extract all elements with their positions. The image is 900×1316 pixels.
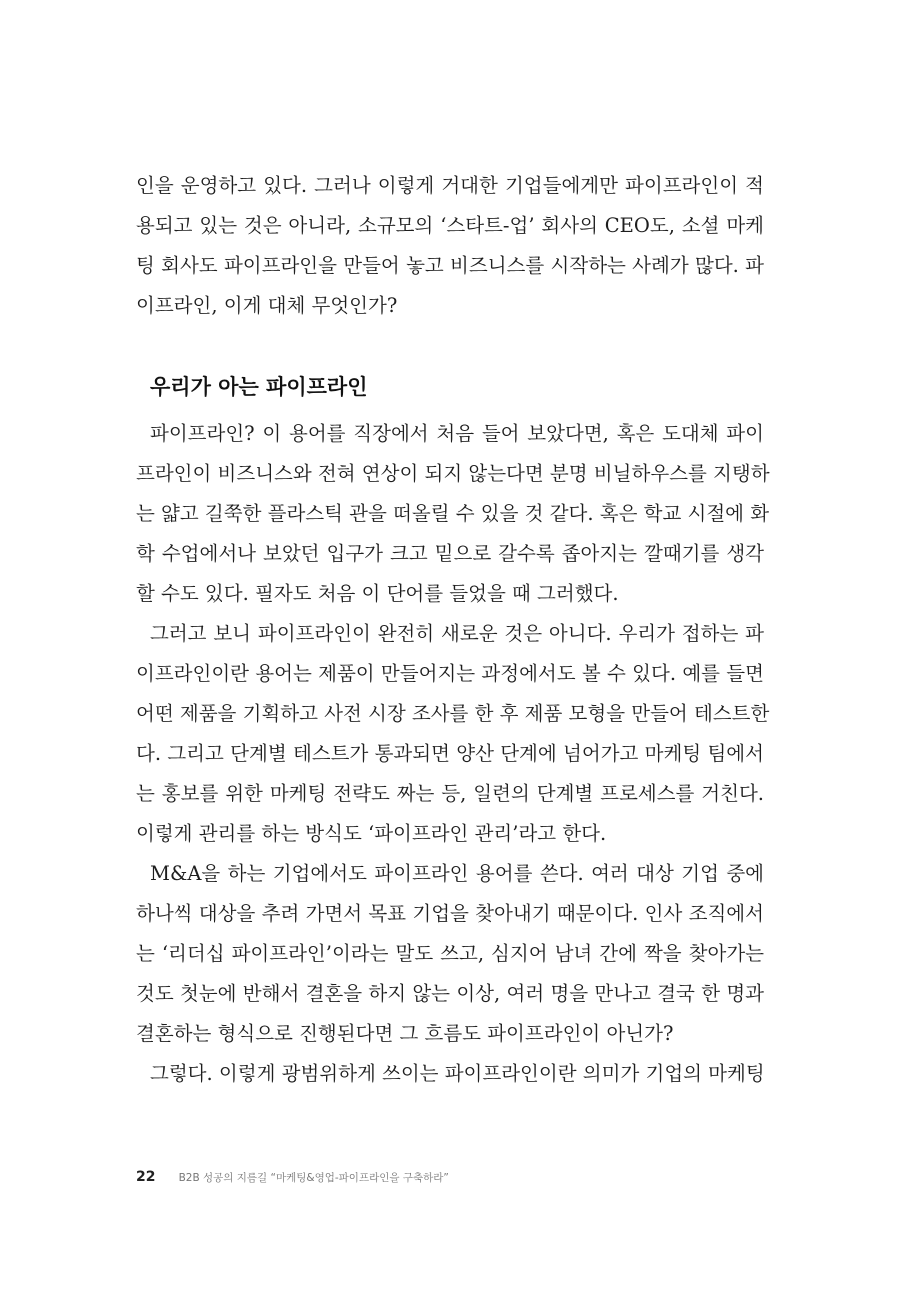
- section-body: [136, 414, 770, 1094]
- text-line: 이렇게 관리를 하는 방식도 ‘파이프라인 관리’라고 한다.: [136, 822, 607, 845]
- text-line: 프라인이 비즈니스와 전혀 연상이 되지 않는다면 분명 비닐하우스를 지탱하: [136, 462, 770, 485]
- text-line: M&A을 하는 기업에서도 파이프라인 용어를 쓴다. 여러 대상 기업 중에: [150, 862, 764, 885]
- text-line: 그러고 보니 파이프라인이 완전히 새로운 것은 아니다. 우리가 접하는 파: [150, 622, 764, 645]
- text-line: 결혼하는 형식으로 진행된다면 그 흐름도 파이프라인이 아닌가?: [136, 1022, 674, 1045]
- text-line: 인을 운영하고 있다. 그러나 이렇게 거대한 기업들에게만 파이프라인이 적: [136, 174, 764, 197]
- text-line: 학 수업에서나 보았던 입구가 크고 밑으로 갈수록 좁아지는 깔때기를 생각: [136, 542, 764, 565]
- text-line: 이프라인이란 용어는 제품이 만들어지는 과정에서도 볼 수 있다. 예를 들면: [136, 662, 764, 685]
- text-line: 것도 첫눈에 반해서 결혼을 하지 않는 이상, 여러 명을 만나고 결국 한 명과: [136, 982, 764, 1005]
- text-line: 는 홍보를 위한 마케팅 전략도 짜는 등, 일련의 단계별 프로세스를 거친다.: [136, 782, 764, 805]
- text-line: 다. 그리고 단계별 테스트가 통과되면 양산 단계에 넘어가고 마케팅 팀에서: [136, 742, 764, 765]
- text-line: 하나씩 대상을 추려 가면서 목표 기업을 찾아내기 때문이다. 인사 조직에서: [136, 902, 764, 925]
- text-line: 팅 회사도 파이프라인을 만들어 놓고 비즈니스를 시작하는 사례가 많다. 파: [136, 254, 764, 277]
- text-line: 파이프라인? 이 용어를 직장에서 처음 들어 보았다면, 혹은 도대체 파이: [150, 422, 764, 445]
- paragraph: [136, 614, 770, 854]
- text-line: 그렇다. 이렇게 광범위하게 쓰이는 파이프라인이란 의미가 기업의 마케팅: [150, 1062, 765, 1085]
- text-line: 용되고 있는 것은 아니라, 소규모의 ‘스타트-업’ 회사의 CEO도, 소셜 마케: [136, 214, 764, 237]
- text-line: 는 얇고 길쭉한 플라스틱 관을 떠올릴 수 있을 것 같다. 혹은 학교 시절에 화: [136, 502, 770, 525]
- text-line: 는 ‘리더십 파이프라인’이라는 말도 쓰고, 심지어 남녀 간에 짝을 찾아가는: [136, 942, 764, 965]
- section-heading: 우리가 아는 파이프라인: [150, 375, 368, 399]
- paragraph: [136, 414, 770, 614]
- running-title: B2B 성공의 지름길 “마케팅&영업-파이프라인을 구축하라”: [178, 1172, 449, 1184]
- paragraph: [136, 854, 764, 1054]
- page-number: 22: [136, 1169, 156, 1185]
- paragraph: [136, 1054, 764, 1094]
- text-line: 이프라인, 이게 대체 무엇인가?: [136, 294, 398, 317]
- page-footer: [136, 1166, 449, 1188]
- intro-paragraph: [136, 166, 764, 326]
- text-line: 어떤 제품을 기획하고 사전 시장 조사를 한 후 제품 모형을 만들어 테스트한: [136, 702, 770, 725]
- text-line: 할 수도 있다. 필자도 처음 이 단어를 들었을 때 그러했다.: [136, 582, 619, 605]
